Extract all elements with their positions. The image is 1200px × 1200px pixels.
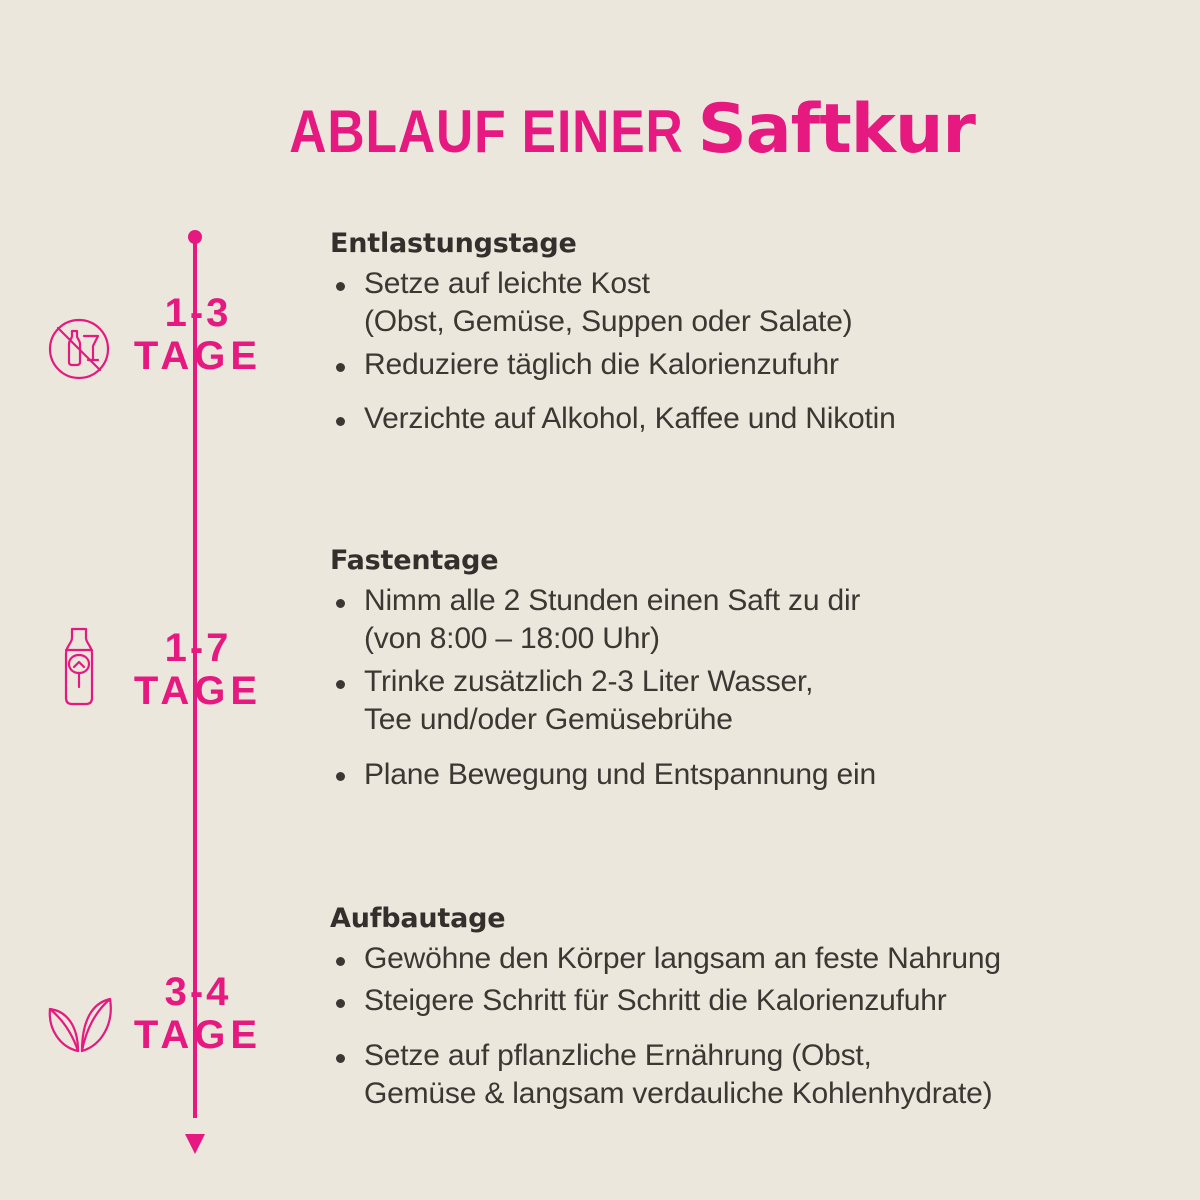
stage-duration-number: 3-4 <box>164 970 232 1014</box>
bullet-line-1: Gewöhne den Körper langsam an feste Nahrung <box>364 942 1001 975</box>
stage-content-2 <box>330 545 1160 798</box>
list-item <box>330 756 1160 794</box>
bullet-line-1: Verzichte auf Alkohol, Kaffee und Nikotin <box>364 402 896 436</box>
bullet-dot-icon <box>336 1054 345 1063</box>
list-item <box>330 940 1160 978</box>
timeline-start-dot <box>188 230 202 244</box>
stage-duration-3 <box>128 971 268 1057</box>
list-item <box>330 265 1160 342</box>
stage-duration-number: 1-7 <box>164 626 232 670</box>
bullet-line-1: Trinke zusätzlich 2-3 Liter Wasser, <box>364 664 814 698</box>
list-item <box>330 582 1160 659</box>
bullet-line-1: Plane Bewegung und Entspannung ein <box>364 757 876 791</box>
stage-duration-1 <box>128 292 268 378</box>
stage-heading: Aufbautage <box>330 903 506 934</box>
bullet-dot-icon <box>336 680 345 689</box>
bullet-dot-icon <box>336 772 345 781</box>
bullet-line-1: Steigere Schritt für Schritt die Kalorienzufuhr <box>364 984 947 1018</box>
bullet-dot-icon <box>336 957 345 966</box>
bullet-line-2: Gemüse & langsam verdauliche Kohlenhydrate) <box>364 1077 993 1111</box>
timeline-arrow-icon <box>185 1134 205 1154</box>
stage-bullet-list <box>330 940 1160 1114</box>
stage-bullet-list <box>330 582 1160 794</box>
stage-duration-2 <box>128 627 268 713</box>
stage-heading: Fastentage <box>330 545 499 576</box>
bullet-line-2: (Obst, Gemüse, Suppen oder Salate) <box>364 305 853 339</box>
list-item <box>330 982 1160 1020</box>
stage-bullet-list <box>330 265 1160 439</box>
bullet-line-1: Reduziere täglich die Kalorienzufuhr <box>364 347 839 381</box>
bullet-dot-icon <box>336 599 345 608</box>
bullet-line-2: (von 8:00 – 18:00 Uhr) <box>364 622 660 656</box>
page-title-accent: Saftkur <box>697 90 975 169</box>
bullet-line-1: Nimm alle 2 Stunden einen Saft zu dir <box>364 584 861 617</box>
bullet-line-1: Setze auf leichte Kost <box>364 267 650 300</box>
stage-duration-unit: TAGE <box>133 334 263 379</box>
leaves-icon <box>36 973 122 1063</box>
bullet-line-1: Setze auf pflanzliche Ernährung (Obst, <box>364 1038 872 1072</box>
bullet-dot-icon <box>336 282 345 291</box>
stage-content-1 <box>330 228 1160 443</box>
list-item <box>330 346 1160 384</box>
juice-bottle-icon <box>36 619 122 709</box>
bullet-dot-icon <box>336 417 345 426</box>
list-item <box>330 663 1160 740</box>
stage-heading: Entlastungstage <box>330 228 577 259</box>
bullet-line-2: Tee und/oder Gemüsebrühe <box>364 703 733 737</box>
stage-duration-number: 1-3 <box>164 291 232 335</box>
bullet-dot-icon <box>336 363 345 372</box>
list-item <box>330 1037 1160 1114</box>
page-title-primary: ABLAUF EINER <box>289 98 684 165</box>
page-title <box>0 90 1200 169</box>
list-item <box>330 400 1160 438</box>
bullet-dot-icon <box>336 999 345 1008</box>
stage-duration-unit: TAGE <box>133 669 263 714</box>
stage-content-3 <box>330 903 1160 1118</box>
stage-duration-unit: TAGE <box>133 1013 263 1058</box>
no-alcohol-icon <box>36 304 122 394</box>
